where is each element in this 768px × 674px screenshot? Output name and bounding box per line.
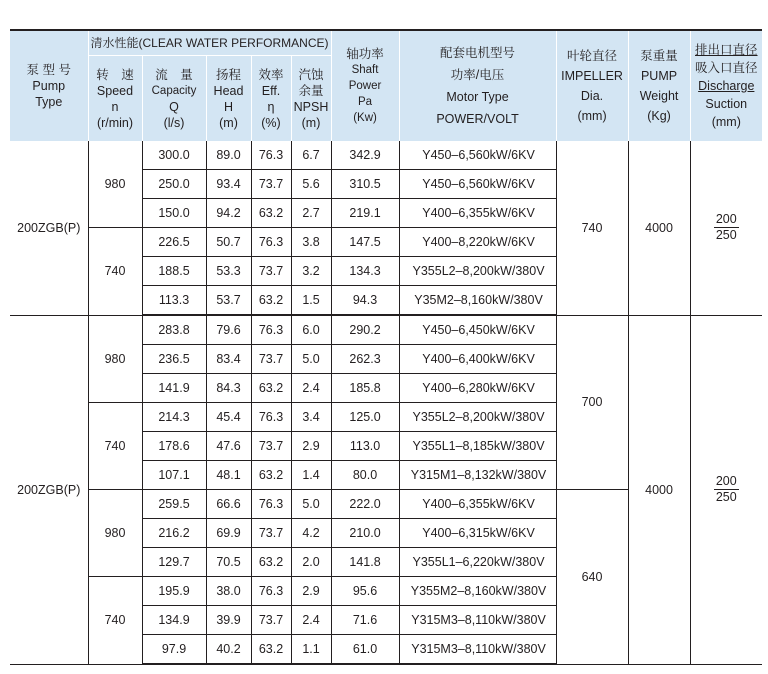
header-motor-type: 配套电机型号 功率/电压 Motor Type POWER/VOLT bbox=[399, 30, 556, 141]
shaft-power-cell: 210.0 bbox=[331, 519, 399, 548]
speed-cell: 980 bbox=[88, 315, 142, 403]
shaft-power-cell: 290.2 bbox=[331, 315, 399, 345]
efficiency-cell: 63.2 bbox=[251, 286, 291, 316]
head-cell: 53.7 bbox=[206, 286, 251, 316]
efficiency-cell: 73.7 bbox=[251, 345, 291, 374]
efficiency-cell: 73.7 bbox=[251, 257, 291, 286]
capacity-cell: 113.3 bbox=[142, 286, 206, 316]
efficiency-cell: 76.3 bbox=[251, 490, 291, 519]
efficiency-cell: 76.3 bbox=[251, 315, 291, 345]
capacity-cell: 129.7 bbox=[142, 548, 206, 577]
shaft-power-cell: 219.1 bbox=[331, 199, 399, 228]
motor-type-cell: Y450–6,450kW/6KV bbox=[399, 315, 556, 345]
head-cell: 47.6 bbox=[206, 432, 251, 461]
efficiency-cell: 63.2 bbox=[251, 461, 291, 490]
npsh-cell: 3.4 bbox=[291, 403, 331, 432]
discharge-value: 200 bbox=[715, 212, 737, 227]
efficiency-cell: 63.2 bbox=[251, 374, 291, 403]
header-efficiency: 效率 Eff. η (%) bbox=[251, 56, 291, 142]
head-cell: 38.0 bbox=[206, 577, 251, 606]
motor-type-cell: Y400–6,355kW/6KV bbox=[399, 490, 556, 519]
capacity-cell: 141.9 bbox=[142, 374, 206, 403]
capacity-cell: 300.0 bbox=[142, 141, 206, 170]
pump-model-cell: 200ZGB(P) bbox=[10, 141, 88, 315]
npsh-cell: 2.4 bbox=[291, 606, 331, 635]
shaft-power-cell: 80.0 bbox=[331, 461, 399, 490]
motor-type-cell: Y400–8,220kW/6KV bbox=[399, 228, 556, 257]
header-pump-type: 泵 型 号 Pump Type bbox=[10, 30, 88, 141]
motor-type-cell: Y355M2–8,160kW/380V bbox=[399, 577, 556, 606]
npsh-cell: 2.7 bbox=[291, 199, 331, 228]
motor-type-cell: Y315M1–8,132kW/380V bbox=[399, 461, 556, 490]
outlet-fraction bbox=[714, 212, 739, 243]
capacity-cell: 195.9 bbox=[142, 577, 206, 606]
header-shaft-power: 轴功率 Shaft Power Pa (Kw) bbox=[331, 30, 399, 141]
npsh-cell: 2.0 bbox=[291, 548, 331, 577]
shaft-power-cell: 185.8 bbox=[331, 374, 399, 403]
npsh-cell: 3.8 bbox=[291, 228, 331, 257]
motor-type-cell: Y315M3–8,110kW/380V bbox=[399, 606, 556, 635]
head-cell: 40.2 bbox=[206, 635, 251, 665]
shaft-power-cell: 95.6 bbox=[331, 577, 399, 606]
npsh-cell: 3.2 bbox=[291, 257, 331, 286]
efficiency-cell: 76.3 bbox=[251, 228, 291, 257]
shaft-power-cell: 61.0 bbox=[331, 635, 399, 665]
shaft-power-cell: 71.6 bbox=[331, 606, 399, 635]
npsh-cell: 2.9 bbox=[291, 577, 331, 606]
efficiency-cell: 73.7 bbox=[251, 606, 291, 635]
head-cell: 50.7 bbox=[206, 228, 251, 257]
pump-model-cell: 200ZGB(P) bbox=[10, 315, 88, 664]
impeller-dia-cell: 700 bbox=[556, 315, 628, 490]
efficiency-cell: 63.2 bbox=[251, 199, 291, 228]
pump-spec-table-wrapper bbox=[10, 29, 762, 665]
head-cell: 83.4 bbox=[206, 345, 251, 374]
capacity-cell: 259.5 bbox=[142, 490, 206, 519]
efficiency-cell: 76.3 bbox=[251, 403, 291, 432]
capacity-cell: 250.0 bbox=[142, 170, 206, 199]
shaft-power-cell: 141.8 bbox=[331, 548, 399, 577]
head-cell: 94.2 bbox=[206, 199, 251, 228]
motor-type-cell: Y355L1–6,220kW/380V bbox=[399, 548, 556, 577]
motor-type-cell: Y355L1–8,185kW/380V bbox=[399, 432, 556, 461]
head-cell: 53.3 bbox=[206, 257, 251, 286]
npsh-cell: 1.5 bbox=[291, 286, 331, 316]
impeller-dia-cell: 640 bbox=[556, 490, 628, 665]
motor-type-cell: Y35M2–8,160kW/380V bbox=[399, 286, 556, 316]
header-clear-water-performance: 清水性能(CLEAR WATER PERFORMANCE) bbox=[88, 30, 331, 56]
capacity-cell: 214.3 bbox=[142, 403, 206, 432]
efficiency-cell: 73.7 bbox=[251, 519, 291, 548]
efficiency-cell: 73.7 bbox=[251, 170, 291, 199]
motor-type-cell: Y400–6,315kW/6KV bbox=[399, 519, 556, 548]
npsh-cell: 4.2 bbox=[291, 519, 331, 548]
npsh-cell: 5.0 bbox=[291, 345, 331, 374]
npsh-cell: 6.7 bbox=[291, 141, 331, 170]
capacity-cell: 107.1 bbox=[142, 461, 206, 490]
capacity-cell: 150.0 bbox=[142, 199, 206, 228]
outlet-diameter-cell bbox=[690, 141, 762, 315]
pump-weight-cell: 4000 bbox=[628, 315, 690, 664]
head-cell: 84.3 bbox=[206, 374, 251, 403]
header-head: 扬程 Head H (m) bbox=[206, 56, 251, 142]
motor-type-cell: Y355L2–8,200kW/380V bbox=[399, 403, 556, 432]
npsh-cell: 5.6 bbox=[291, 170, 331, 199]
header-capacity: 流 量 Capacity Q (l/s) bbox=[142, 56, 206, 142]
header-pump-weight: 泵重量 PUMP Weight (Kg) bbox=[628, 30, 690, 141]
header-speed: 转 速 Speed n (r/min) bbox=[88, 56, 142, 142]
motor-type-cell: Y400–6,355kW/6KV bbox=[399, 199, 556, 228]
efficiency-cell: 76.3 bbox=[251, 577, 291, 606]
head-cell: 45.4 bbox=[206, 403, 251, 432]
head-cell: 39.9 bbox=[206, 606, 251, 635]
speed-cell: 740 bbox=[88, 228, 142, 316]
capacity-cell: 236.5 bbox=[142, 345, 206, 374]
shaft-power-cell: 94.3 bbox=[331, 286, 399, 316]
discharge-value: 200 bbox=[715, 474, 737, 488]
shaft-power-cell: 125.0 bbox=[331, 403, 399, 432]
motor-type-cell: Y400–6,280kW/6KV bbox=[399, 374, 556, 403]
head-cell: 70.5 bbox=[206, 548, 251, 577]
efficiency-cell: 63.2 bbox=[251, 635, 291, 665]
capacity-cell: 134.9 bbox=[142, 606, 206, 635]
npsh-cell: 5.0 bbox=[291, 490, 331, 519]
speed-cell: 980 bbox=[88, 141, 142, 228]
motor-type-cell: Y315M3–8,110kW/380V bbox=[399, 635, 556, 665]
head-cell: 66.6 bbox=[206, 490, 251, 519]
pump-weight-cell: 4000 bbox=[628, 141, 690, 315]
npsh-cell: 1.4 bbox=[291, 461, 331, 490]
shaft-power-cell: 222.0 bbox=[331, 490, 399, 519]
header-outlet-diameter: 排出口直径 吸入口直径 Discharge Suction (mm) bbox=[690, 30, 762, 141]
shaft-power-cell: 147.5 bbox=[331, 228, 399, 257]
head-cell: 89.0 bbox=[206, 141, 251, 170]
suction-value: 250 bbox=[715, 228, 737, 243]
efficiency-cell: 76.3 bbox=[251, 141, 291, 170]
npsh-cell: 2.4 bbox=[291, 374, 331, 403]
suction-value: 250 bbox=[715, 490, 737, 504]
npsh-cell: 1.1 bbox=[291, 635, 331, 665]
capacity-cell: 188.5 bbox=[142, 257, 206, 286]
npsh-cell: 2.9 bbox=[291, 432, 331, 461]
shaft-power-cell: 113.0 bbox=[331, 432, 399, 461]
motor-type-cell: Y355L2–8,200kW/380V bbox=[399, 257, 556, 286]
capacity-cell: 216.2 bbox=[142, 519, 206, 548]
efficiency-cell: 73.7 bbox=[251, 432, 291, 461]
speed-cell: 740 bbox=[88, 403, 142, 490]
head-cell: 79.6 bbox=[206, 315, 251, 345]
speed-cell: 980 bbox=[88, 490, 142, 577]
outlet-diameter-cell bbox=[690, 315, 762, 664]
header-npsh: 汽蚀 余量 NPSH (m) bbox=[291, 56, 331, 142]
capacity-cell: 226.5 bbox=[142, 228, 206, 257]
capacity-cell: 97.9 bbox=[142, 635, 206, 665]
shaft-power-cell: 310.5 bbox=[331, 170, 399, 199]
head-cell: 48.1 bbox=[206, 461, 251, 490]
table-row bbox=[10, 315, 762, 345]
efficiency-cell: 63.2 bbox=[251, 548, 291, 577]
head-cell: 69.9 bbox=[206, 519, 251, 548]
speed-cell: 740 bbox=[88, 577, 142, 665]
pump-performance-table bbox=[10, 29, 762, 665]
npsh-cell: 6.0 bbox=[291, 315, 331, 345]
capacity-cell: 283.8 bbox=[142, 315, 206, 345]
outlet-fraction bbox=[714, 474, 739, 505]
shaft-power-cell: 342.9 bbox=[331, 141, 399, 170]
motor-type-cell: Y450–6,560kW/6KV bbox=[399, 141, 556, 170]
table-row bbox=[10, 141, 762, 170]
capacity-cell: 178.6 bbox=[142, 432, 206, 461]
header-impeller-dia: 叶轮直径 IMPELLER Dia. (mm) bbox=[556, 30, 628, 141]
impeller-dia-cell: 740 bbox=[556, 141, 628, 315]
shaft-power-cell: 262.3 bbox=[331, 345, 399, 374]
motor-type-cell: Y450–6,560kW/6KV bbox=[399, 170, 556, 199]
motor-type-cell: Y400–6,400kW/6KV bbox=[399, 345, 556, 374]
shaft-power-cell: 134.3 bbox=[331, 257, 399, 286]
head-cell: 93.4 bbox=[206, 170, 251, 199]
